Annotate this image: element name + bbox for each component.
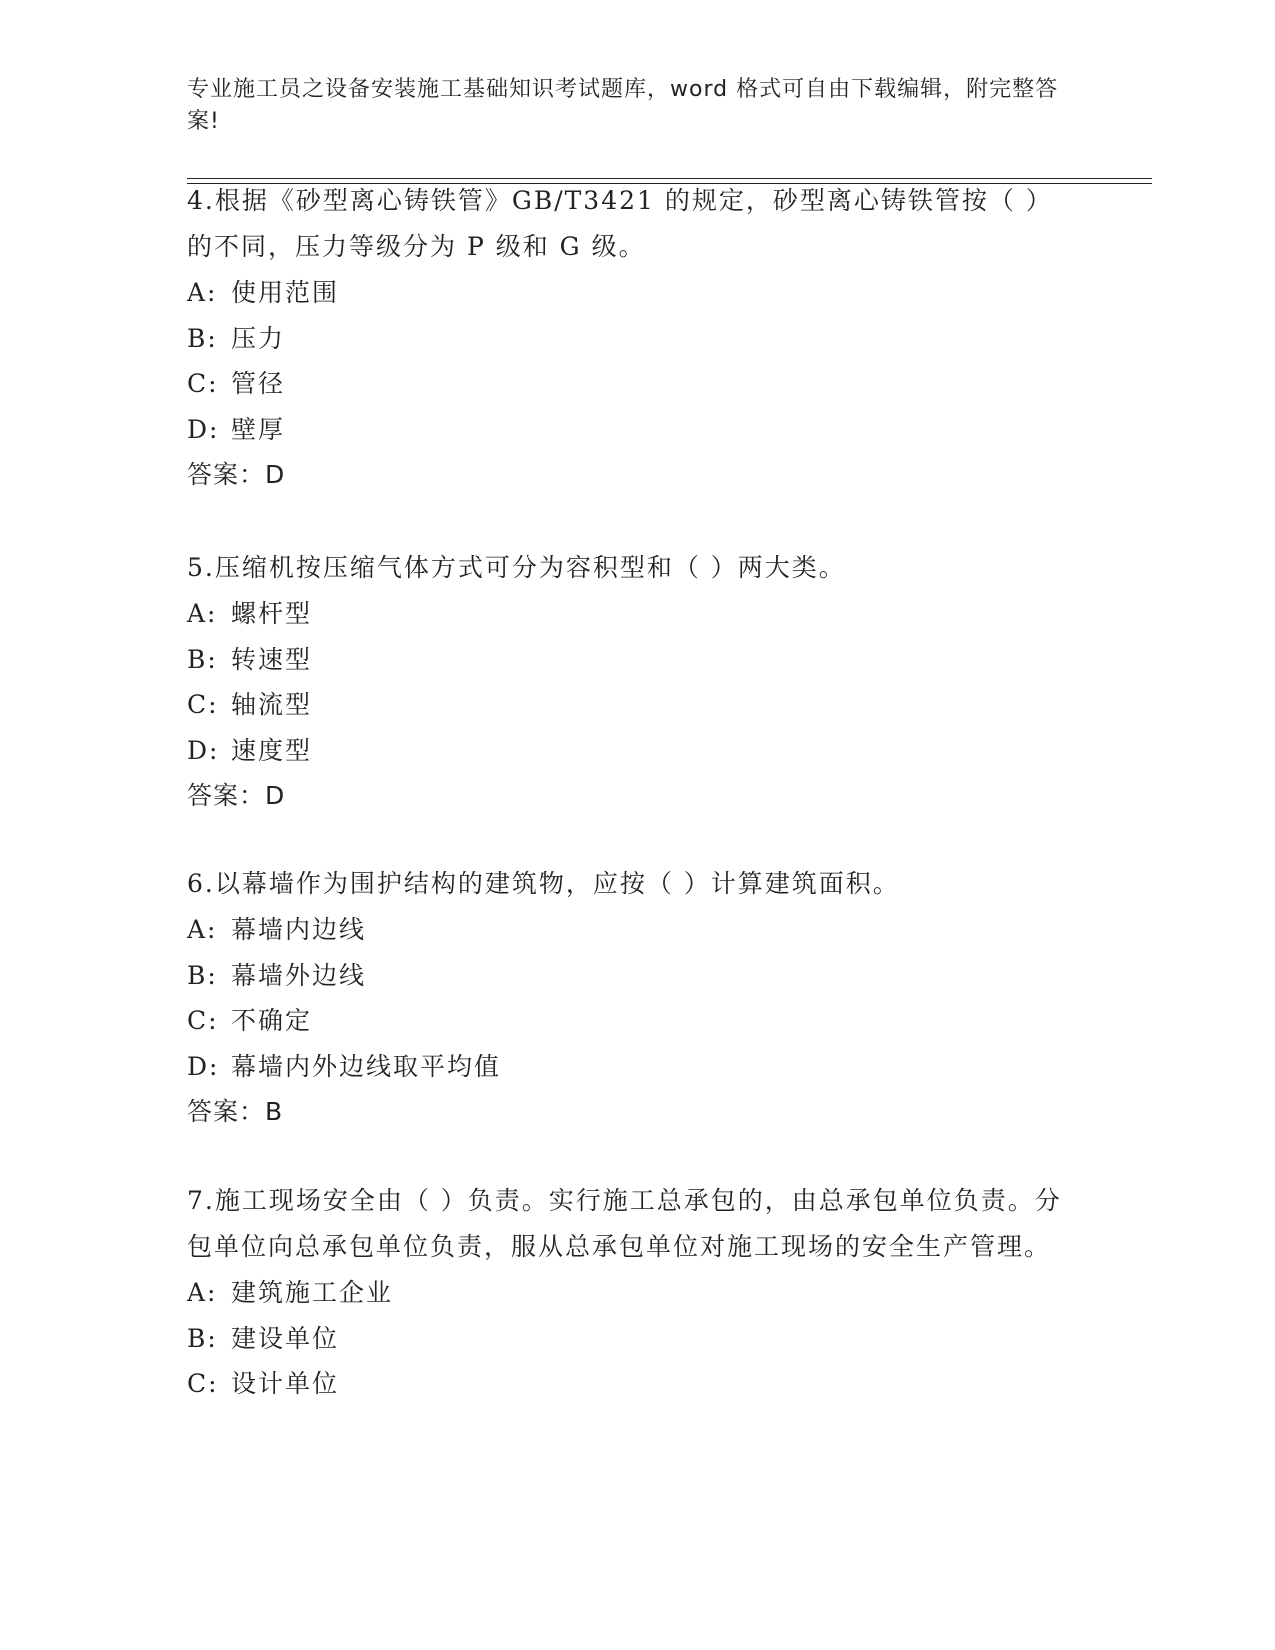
option-key: B: [187, 960, 218, 990]
option-c [187, 682, 1077, 728]
option-c [187, 998, 1077, 1044]
option-key: C: [187, 690, 219, 719]
option-text: 转速型 [231, 644, 313, 674]
option-text: 压力 [231, 323, 286, 353]
option-b [187, 953, 1077, 999]
option-b [187, 1316, 1077, 1362]
answer-label: 答案：B [187, 1097, 284, 1126]
option-text: 使用范围 [231, 278, 340, 307]
option-text: 幕墙内边线 [231, 915, 367, 944]
option-key: A: [187, 599, 218, 628]
option-key: A: [187, 1278, 218, 1307]
option-b [187, 316, 1077, 362]
option-key: C: [187, 1369, 219, 1398]
question-7 [187, 1178, 1077, 1407]
answer-label: 答案：D [187, 460, 286, 489]
option-a [187, 270, 1077, 316]
option-c [187, 361, 1077, 407]
option-key: B: [187, 323, 218, 353]
option-a [187, 907, 1077, 953]
question-stem: 6.以幕墙作为围护结构的建筑物，应按（ ）计算建筑面积。 [187, 869, 900, 898]
option-text: 螺杆型 [231, 599, 313, 628]
option-key: D: [187, 414, 220, 444]
option-d [187, 728, 1077, 774]
option-text: 幕墙外边线 [231, 960, 367, 990]
option-text: 幕墙内外边线取平均值 [231, 1051, 502, 1081]
question-stem: 5.压缩机按压缩气体方式可分为容积型和（ ）两大类。 [187, 553, 846, 582]
option-b [187, 637, 1077, 683]
option-text: 轴流型 [231, 690, 313, 719]
question-stem: 7.施工现场安全由（ ）负责。实行施工总承包的，由总承包单位负责。分包单位向总承包单位负责，服从总承包单位对施工现场的安全生产管理。 [187, 1186, 1062, 1261]
question-6 [187, 861, 1077, 1135]
option-key: B: [187, 644, 218, 674]
option-key: D: [187, 735, 220, 765]
option-a [187, 1270, 1077, 1316]
option-key: C: [187, 369, 219, 398]
option-key: C: [187, 1006, 219, 1035]
document-header: 专业施工员之设备安装施工基础知识考试题库，word 格式可自由下载编辑，附完整答案! [187, 77, 1059, 134]
question-4 [187, 178, 1077, 498]
option-text: 不确定 [231, 1006, 313, 1035]
option-text: 建筑施工企业 [231, 1278, 394, 1307]
option-text: 管径 [231, 369, 286, 398]
option-key: A: [187, 278, 218, 307]
option-c [187, 1361, 1077, 1407]
option-text: 设计单位 [231, 1369, 340, 1398]
question-stem: 4.根据《砂型离心铸铁管》GB/T3421 的规定，砂型离心铸铁管按（ ）的不同，压力等级分为 P 级和 G 级。 [187, 186, 1053, 261]
option-d [187, 1044, 1077, 1090]
option-key: A: [187, 915, 218, 944]
option-d [187, 407, 1077, 453]
option-text: 建设单位 [231, 1323, 340, 1353]
question-5 [187, 545, 1077, 819]
option-key: D: [187, 1051, 220, 1081]
option-text: 壁厚 [231, 414, 286, 444]
option-key: B: [187, 1323, 218, 1353]
option-text: 速度型 [231, 735, 313, 765]
answer-label: 答案：D [187, 781, 286, 810]
option-a [187, 591, 1077, 637]
